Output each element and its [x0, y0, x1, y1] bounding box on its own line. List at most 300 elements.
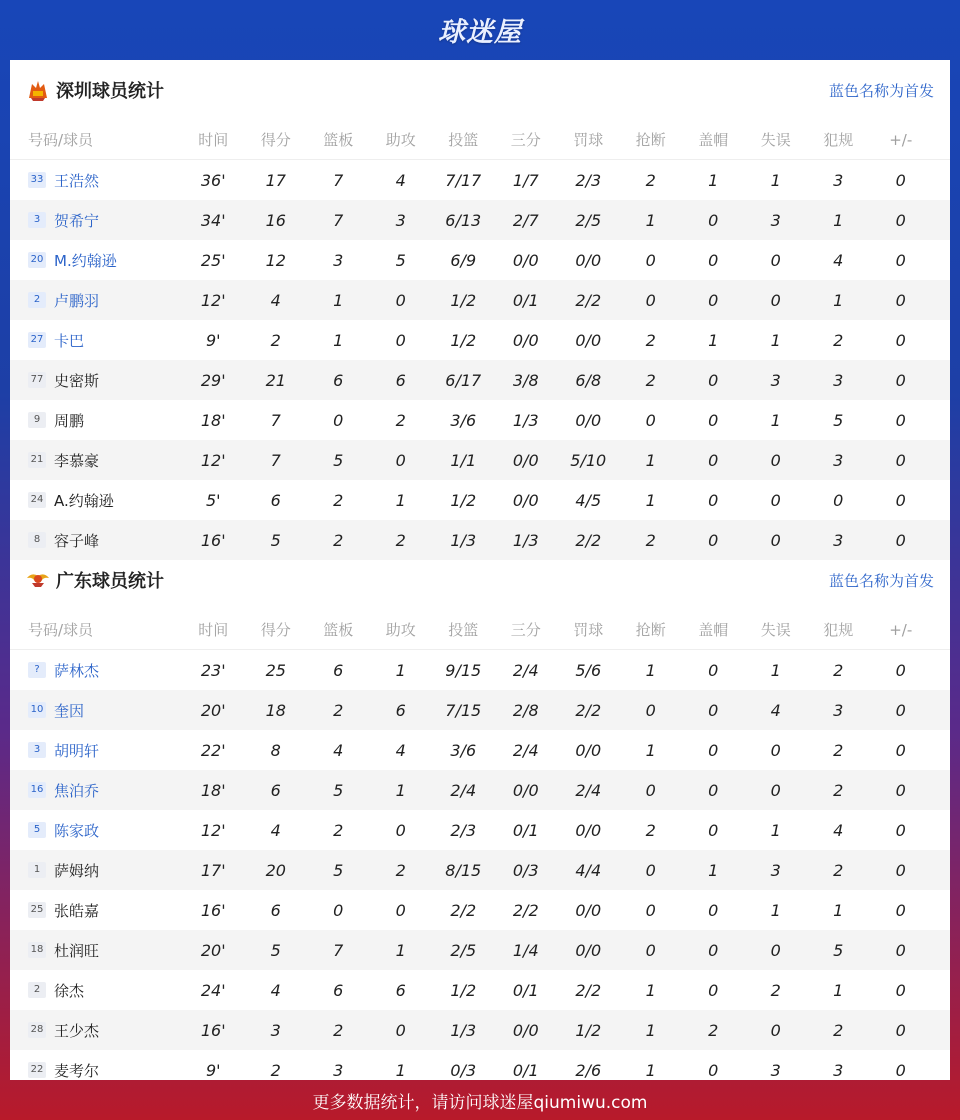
stat-cell: 2 — [833, 860, 844, 880]
stat-cell: 1/3 — [512, 530, 539, 550]
stat-cell: 1 — [708, 170, 719, 190]
jersey-number-badge: ? — [28, 662, 46, 678]
stat-cell: 0 — [708, 740, 719, 760]
stat-cell: 0 — [770, 450, 781, 470]
column-header: 得分 — [260, 621, 291, 639]
stat-cell: 0 — [895, 700, 906, 720]
stat-cell: 16 — [265, 210, 286, 230]
stat-cell: 25 — [265, 660, 286, 680]
table-header-row — [10, 610, 950, 650]
jersey-number-badge: 10 — [28, 702, 46, 718]
brand-logo: 球迷屋 — [438, 16, 522, 48]
stat-cell: 0 — [645, 780, 656, 800]
stat-cell: 3 — [770, 1060, 781, 1080]
jersey-number-badge: 9 — [28, 412, 46, 428]
stat-cell: 5 — [270, 530, 281, 550]
stat-cell: 2/2 — [575, 530, 602, 550]
stat-cell: 21 — [265, 370, 286, 390]
stat-cell: 2 — [645, 370, 656, 390]
stat-cell: 1/4 — [512, 940, 539, 960]
stat-cell: 0 — [833, 490, 844, 510]
stat-cell: 8 — [270, 740, 281, 760]
stat-cell: 9' — [205, 1060, 221, 1080]
stat-cell: 0 — [708, 900, 719, 920]
stat-cell: 0 — [770, 490, 781, 510]
stat-cell: 0 — [395, 900, 406, 920]
column-header: 投篮 — [448, 131, 479, 149]
stat-cell: 18' — [200, 410, 226, 430]
stat-cell: 7 — [333, 940, 344, 960]
stat-cell: 3 — [333, 250, 344, 270]
stat-cell: 4 — [270, 820, 281, 840]
stat-cell: 2 — [708, 1020, 719, 1040]
jersey-number-badge: 3 — [28, 212, 46, 228]
column-header: 号码/球员 — [28, 621, 94, 639]
stat-cell: 0 — [895, 490, 906, 510]
jersey-number-badge: 3 — [28, 742, 46, 758]
stat-cell: 1 — [708, 330, 719, 350]
table-row — [10, 850, 950, 890]
section-header — [10, 550, 950, 610]
stat-cell: 20' — [200, 700, 226, 720]
jersey-number-badge: 24 — [28, 492, 46, 508]
stat-cell: 2 — [395, 530, 406, 550]
player-cell — [10, 780, 182, 801]
stat-cell: 4 — [833, 250, 844, 270]
stat-cell: 4 — [770, 700, 781, 720]
stat-cell: 5 — [333, 450, 344, 470]
table-row — [10, 890, 950, 930]
stat-cell: 1/2 — [450, 980, 477, 1000]
player-name[interactable]: 贺希宁 — [54, 211, 100, 230]
stat-cell: 1/7 — [512, 170, 539, 190]
stat-cell: 18' — [200, 780, 226, 800]
stat-cell: 3 — [833, 450, 844, 470]
stat-cell: 0 — [895, 250, 906, 270]
player-cell — [10, 1020, 182, 1041]
player-name[interactable]: 卡巴 — [54, 331, 85, 350]
player-name[interactable]: 萨林杰 — [54, 661, 100, 680]
stat-cell: 6/13 — [445, 210, 482, 230]
stat-cell: 2/2 — [575, 980, 602, 1000]
stat-cell: 1 — [645, 490, 656, 510]
stat-cell: 2 — [833, 330, 844, 350]
stat-cell: 2/2 — [575, 290, 602, 310]
stat-cell: 7 — [333, 210, 344, 230]
stat-cell: 2 — [645, 330, 656, 350]
stat-cell: 16' — [200, 900, 226, 920]
stat-cell: 20 — [265, 860, 286, 880]
stat-cell: 2 — [333, 700, 344, 720]
stat-cell: 0/0 — [575, 740, 602, 760]
stat-cell: 2 — [270, 1060, 281, 1080]
stat-cell: 0/0 — [575, 410, 602, 430]
jersey-number-badge: 18 — [28, 942, 46, 958]
player-name[interactable]: A.约翰逊 — [54, 491, 114, 510]
jersey-number-badge: 2 — [28, 982, 46, 998]
stat-cell: 12 — [265, 250, 286, 270]
stat-cell: 0 — [645, 410, 656, 430]
stat-cell: 4/5 — [575, 490, 602, 510]
stat-cell: 1 — [770, 170, 781, 190]
player-cell — [10, 700, 182, 721]
stat-cell: 3 — [770, 210, 781, 230]
stat-cell: 4 — [395, 170, 406, 190]
stat-cell: 1 — [770, 410, 781, 430]
stat-cell: 24' — [200, 980, 226, 1000]
player-name[interactable]: 陈家政 — [54, 821, 100, 840]
table-row — [10, 320, 950, 360]
table-row — [10, 400, 950, 440]
stat-cell: 0 — [895, 210, 906, 230]
stat-cell: 3 — [833, 370, 844, 390]
player-name[interactable]: 焦泊乔 — [54, 781, 100, 800]
stat-cell: 2 — [395, 860, 406, 880]
player-cell — [10, 980, 182, 1001]
stat-cell: 6 — [395, 700, 406, 720]
stat-cell: 5 — [270, 940, 281, 960]
stat-cell: 0/0 — [512, 330, 539, 350]
stat-cell: 0/3 — [450, 1060, 477, 1080]
stat-cell: 2 — [270, 330, 281, 350]
stat-cell: 17 — [265, 170, 286, 190]
stat-cell: 2/4 — [450, 780, 477, 800]
stat-cell: 0 — [708, 980, 719, 1000]
stat-cell: 29' — [200, 370, 226, 390]
column-header: 盖帽 — [698, 131, 729, 149]
player-cell — [10, 250, 182, 271]
stat-cell: 2 — [645, 820, 656, 840]
player-name[interactable]: 卢鹏羽 — [54, 291, 100, 310]
stat-cell: 1 — [333, 330, 344, 350]
section-title: 广东球员统计 — [56, 571, 164, 592]
stat-cell: 2 — [333, 820, 344, 840]
stat-cell: 2/6 — [575, 1060, 602, 1080]
column-header: 号码/球员 — [28, 131, 94, 149]
stat-cell: 3/6 — [450, 410, 477, 430]
stat-cell: 6 — [270, 490, 281, 510]
stat-cell: 1/2 — [450, 330, 477, 350]
stat-cell: 1/1 — [450, 450, 477, 470]
stat-cell: 4 — [333, 740, 344, 760]
column-header: 罚球 — [573, 621, 604, 639]
stat-cell: 3 — [833, 530, 844, 550]
stat-cell: 0/1 — [512, 980, 539, 1000]
column-header: +/- — [889, 130, 913, 149]
stat-cell: 0/0 — [512, 1020, 539, 1040]
stat-cell: 0/0 — [512, 450, 539, 470]
stat-cell: 3 — [833, 170, 844, 190]
stat-cell: 0 — [708, 660, 719, 680]
stat-cell: 1/2 — [450, 290, 477, 310]
stat-cell: 0 — [395, 820, 406, 840]
stat-cell: 1 — [395, 1060, 406, 1080]
column-header: +/- — [889, 620, 913, 639]
stat-cell: 17' — [200, 860, 226, 880]
stat-cell: 0 — [770, 290, 781, 310]
jersey-number-badge: 33 — [28, 172, 46, 188]
stat-cell: 6 — [395, 370, 406, 390]
stat-cell: 3 — [833, 1060, 844, 1080]
stat-cell: 0/1 — [512, 290, 539, 310]
column-header: 篮板 — [323, 131, 354, 149]
player-name[interactable]: 周鹏 — [54, 411, 85, 430]
stat-cell: 5 — [833, 940, 844, 960]
stat-cell: 16' — [200, 1020, 226, 1040]
jersey-number-badge: 22 — [28, 1062, 46, 1078]
player-name[interactable]: 李慕豪 — [54, 451, 100, 470]
column-header: 时间 — [198, 131, 229, 149]
stat-cell: 3 — [833, 700, 844, 720]
player-name[interactable]: 萨姆纳 — [54, 861, 100, 880]
stat-cell: 2/4 — [512, 740, 539, 760]
player-name[interactable]: 史密斯 — [54, 371, 100, 390]
player-cell — [10, 900, 182, 921]
stat-cell: 0 — [645, 900, 656, 920]
jersey-number-badge: 5 — [28, 822, 46, 838]
stat-cell: 1 — [395, 660, 406, 680]
stat-cell: 1 — [645, 660, 656, 680]
stat-cell: 0/1 — [512, 1060, 539, 1080]
stat-cell: 34' — [200, 210, 226, 230]
player-name[interactable]: M.约翰逊 — [54, 251, 117, 270]
table-row — [10, 280, 950, 320]
stat-cell: 0 — [708, 700, 719, 720]
column-header: 时间 — [198, 621, 229, 639]
stat-cell: 1/2 — [450, 490, 477, 510]
stat-cell: 2 — [833, 1020, 844, 1040]
stat-cell: 2/3 — [575, 170, 602, 190]
jersey-number-badge: 16 — [28, 782, 46, 798]
stat-cell: 0 — [895, 860, 906, 880]
jersey-number-badge: 28 — [28, 1022, 46, 1038]
stat-cell: 0 — [895, 410, 906, 430]
player-name[interactable]: 张皓嘉 — [54, 901, 100, 920]
jersey-number-badge: 21 — [28, 452, 46, 468]
stat-cell: 2/2 — [512, 900, 539, 920]
stat-cell: 3 — [770, 370, 781, 390]
stat-cell: 0/0 — [512, 490, 539, 510]
player-cell — [10, 410, 182, 431]
column-header: 抢断 — [635, 131, 666, 149]
table-row — [10, 160, 950, 200]
stat-cell: 7 — [270, 450, 281, 470]
table-row — [10, 1010, 950, 1050]
jersey-number-badge: 20 — [28, 252, 46, 268]
team-section-guangdong — [10, 550, 950, 1090]
stat-cell: 1/3 — [450, 530, 477, 550]
stat-cell: 1/3 — [512, 410, 539, 430]
player-name[interactable]: 胡明轩 — [54, 741, 100, 760]
stat-cell: 2/4 — [512, 660, 539, 680]
column-header: 犯规 — [823, 621, 854, 639]
stat-cell: 0 — [895, 740, 906, 760]
player-cell — [10, 450, 182, 471]
stat-cell: 5/6 — [575, 660, 602, 680]
player-name[interactable]: 王浩然 — [54, 171, 100, 190]
column-header: 抢断 — [635, 621, 666, 639]
table-row — [10, 240, 950, 280]
column-header: 犯规 — [823, 131, 854, 149]
stat-cell: 1 — [645, 1020, 656, 1040]
player-name[interactable]: 徐杰 — [54, 981, 85, 1000]
stat-cell: 1 — [645, 1060, 656, 1080]
stat-cell: 0 — [895, 780, 906, 800]
section-title: 深圳球员统计 — [56, 81, 164, 102]
stat-cell: 22' — [200, 740, 226, 760]
player-cell — [10, 210, 182, 231]
stat-cell: 23' — [200, 660, 226, 680]
stat-cell: 0 — [708, 940, 719, 960]
stat-cell: 2/2 — [575, 700, 602, 720]
table-row — [10, 360, 950, 400]
stat-cell: 1 — [770, 820, 781, 840]
stat-cell: 0/0 — [575, 940, 602, 960]
stat-cell: 1 — [833, 900, 844, 920]
stat-cell: 0 — [895, 660, 906, 680]
stat-cell: 2 — [395, 410, 406, 430]
stat-cell: 5 — [333, 860, 344, 880]
stat-cell: 20' — [200, 940, 226, 960]
stat-cell: 7 — [333, 170, 344, 190]
stat-cell: 0 — [895, 1060, 906, 1080]
stat-cell: 5 — [333, 780, 344, 800]
stat-cell: 0/0 — [575, 900, 602, 920]
stat-cell: 0/0 — [512, 250, 539, 270]
stat-cell: 0 — [708, 370, 719, 390]
stat-cell: 3 — [270, 1020, 281, 1040]
stat-cell: 36' — [200, 170, 226, 190]
team-section-shenzhen — [10, 60, 950, 560]
column-header: 三分 — [510, 621, 541, 639]
stat-cell: 0 — [895, 940, 906, 960]
stat-cell: 0/0 — [575, 250, 602, 270]
player-cell — [10, 490, 182, 511]
column-header: 失误 — [760, 621, 791, 639]
stat-cell: 0 — [708, 250, 719, 270]
stat-cell: 2 — [645, 170, 656, 190]
table-row — [10, 480, 950, 520]
player-name[interactable]: 容子峰 — [54, 531, 100, 550]
column-header: 三分 — [510, 131, 541, 149]
stat-cell: 6/17 — [445, 370, 482, 390]
player-cell — [10, 740, 182, 761]
player-name[interactable]: 王少杰 — [54, 1021, 100, 1040]
player-cell — [10, 370, 182, 391]
stat-cell: 7 — [270, 410, 281, 430]
stat-cell: 8/15 — [445, 860, 482, 880]
player-cell — [10, 820, 182, 841]
stat-cell: 0 — [770, 940, 781, 960]
stat-cell: 4/4 — [575, 860, 602, 880]
stat-cell: 0/3 — [512, 860, 539, 880]
stat-cell: 1 — [708, 860, 719, 880]
footer-link[interactable]: 更多数据统计，请访问球迷屋qiumiwu.com — [312, 1092, 648, 1113]
stat-cell: 0 — [645, 700, 656, 720]
stat-cell: 0 — [708, 450, 719, 470]
stat-cell: 6 — [333, 370, 344, 390]
stat-cell: 1 — [395, 940, 406, 960]
player-name[interactable]: 杜润旺 — [54, 941, 100, 960]
stat-cell: 0 — [395, 290, 406, 310]
jersey-number-badge: 77 — [28, 372, 46, 388]
stat-cell: 2 — [833, 780, 844, 800]
column-header: 篮板 — [323, 621, 354, 639]
stat-cell: 0 — [333, 410, 344, 430]
stat-cell: 0 — [395, 1020, 406, 1040]
table-row — [10, 970, 950, 1010]
stat-cell: 0 — [895, 1020, 906, 1040]
table-row — [10, 650, 950, 690]
column-header: 得分 — [260, 131, 291, 149]
stat-cell: 4 — [270, 980, 281, 1000]
stat-cell: 4 — [833, 820, 844, 840]
stat-cell: 0 — [708, 780, 719, 800]
stat-cell: 0 — [395, 450, 406, 470]
player-cell — [10, 940, 182, 961]
stat-cell: 18 — [265, 700, 286, 720]
stat-cell: 0 — [895, 170, 906, 190]
table-row — [10, 770, 950, 810]
stat-cell: 1/2 — [575, 1020, 602, 1040]
stat-cell: 6 — [333, 660, 344, 680]
stat-cell: 2/2 — [450, 900, 477, 920]
stat-cell: 0/0 — [575, 330, 602, 350]
player-name[interactable]: 麦考尔 — [54, 1061, 100, 1080]
stat-cell: 1 — [645, 740, 656, 760]
stat-cell: 0 — [895, 530, 906, 550]
stat-cell: 0 — [895, 900, 906, 920]
stat-cell: 2/8 — [512, 700, 539, 720]
stat-cell: 5 — [833, 410, 844, 430]
stat-cell: 1 — [333, 290, 344, 310]
stat-cell: 0 — [895, 820, 906, 840]
stat-cell: 0 — [708, 530, 719, 550]
player-name[interactable]: 奎因 — [54, 701, 85, 720]
stat-cell: 25' — [200, 250, 226, 270]
stat-cell: 1 — [645, 210, 656, 230]
stat-cell: 0 — [645, 250, 656, 270]
stat-cell: 9/15 — [445, 660, 482, 680]
table-row — [10, 810, 950, 850]
stat-cell: 0 — [895, 370, 906, 390]
stat-cell: 4 — [270, 290, 281, 310]
stat-cell: 0 — [333, 900, 344, 920]
stat-cell: 1 — [770, 660, 781, 680]
stat-cell: 0 — [895, 330, 906, 350]
stat-cell: 1 — [770, 900, 781, 920]
stat-cell: 2/5 — [450, 940, 477, 960]
stat-cell: 12' — [200, 820, 226, 840]
stat-cell: 2/7 — [512, 210, 539, 230]
stat-cell: 0 — [645, 290, 656, 310]
player-cell — [10, 170, 182, 191]
stat-cell: 2 — [333, 1020, 344, 1040]
stat-cell: 0 — [645, 860, 656, 880]
stat-cell: 3/6 — [450, 740, 477, 760]
stat-cell: 7/17 — [445, 170, 482, 190]
stats-panel — [10, 60, 950, 1080]
stat-cell: 2 — [333, 490, 344, 510]
stat-cell: 2/4 — [575, 780, 602, 800]
player-cell — [10, 330, 182, 351]
table-row — [10, 200, 950, 240]
guangdong-team-logo-icon — [26, 568, 50, 592]
column-header: 失误 — [760, 131, 791, 149]
stat-cell: 3 — [395, 210, 406, 230]
starter-legend-note: 蓝色名称为首发 — [828, 571, 934, 590]
stat-cell: 0 — [770, 740, 781, 760]
